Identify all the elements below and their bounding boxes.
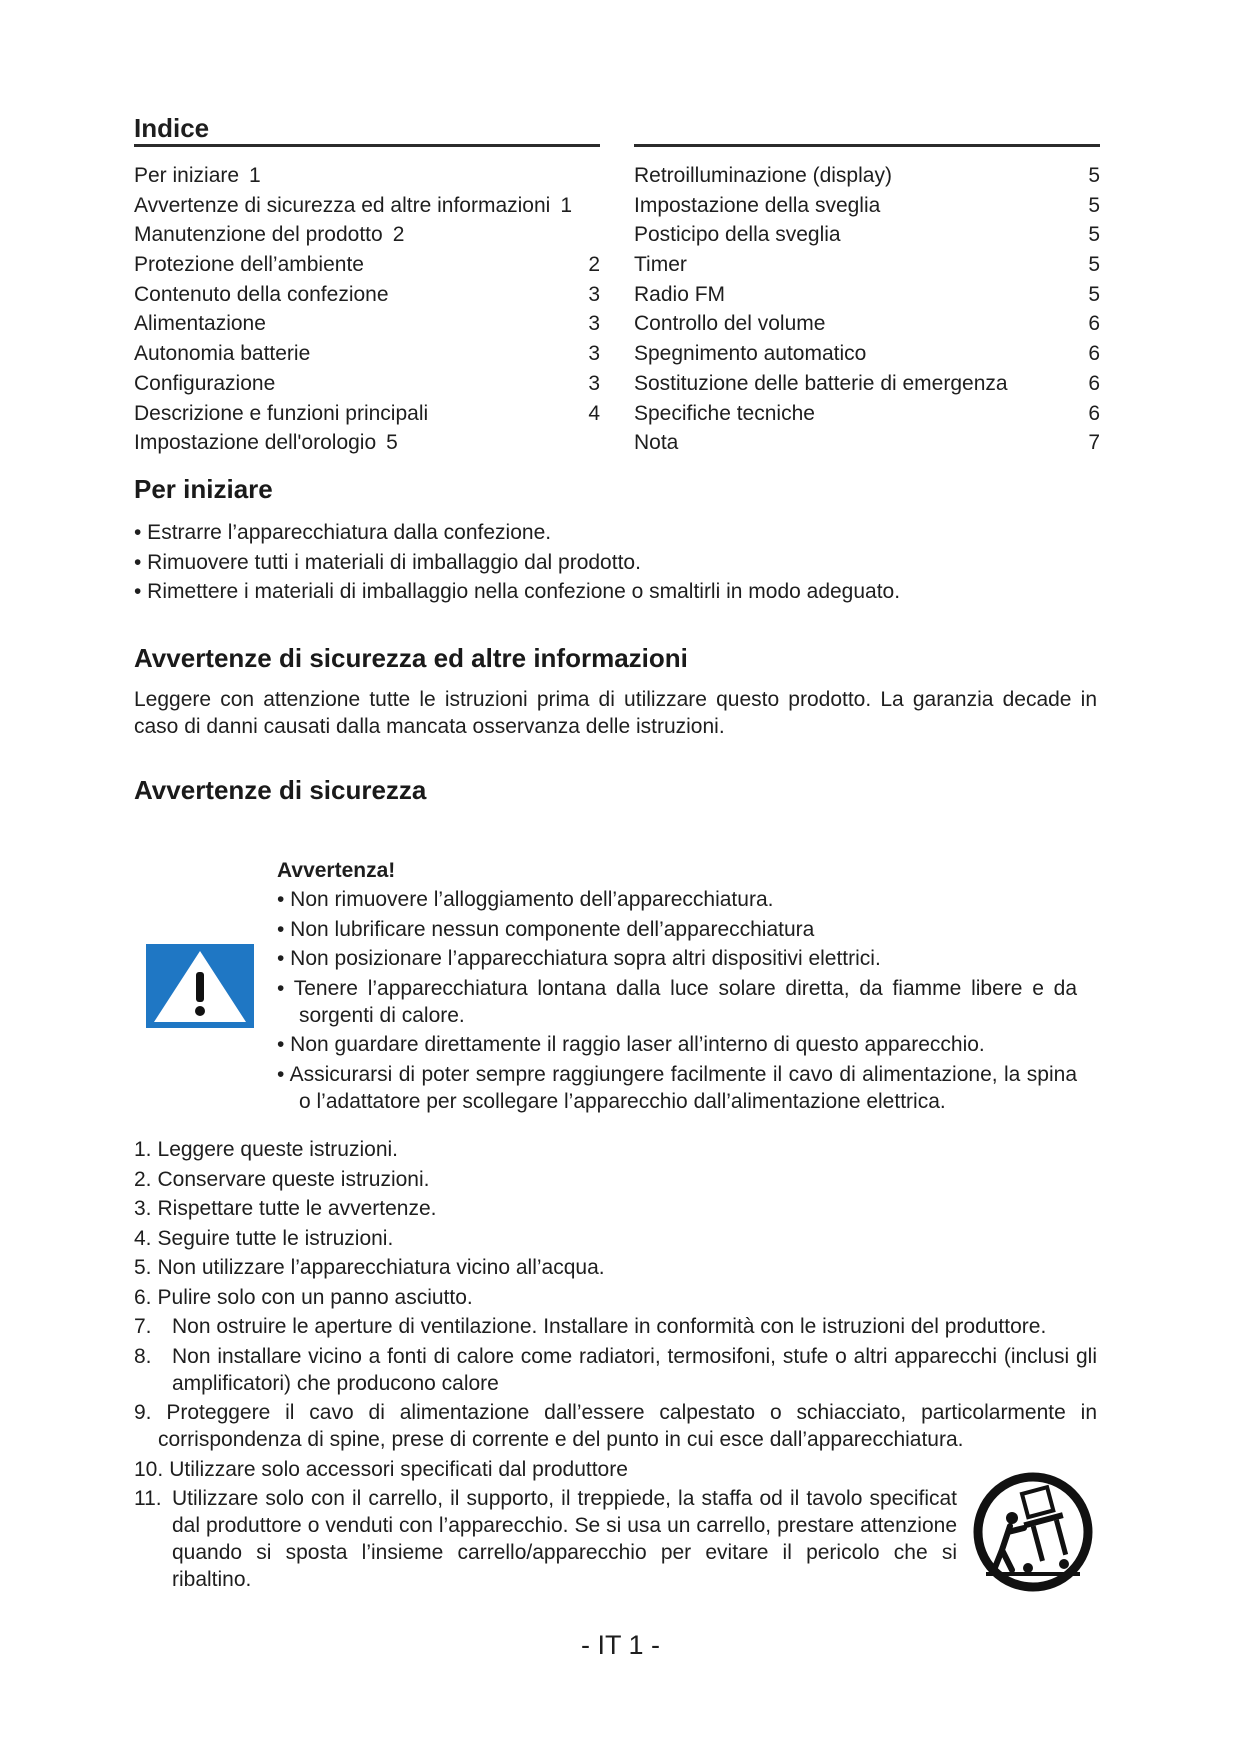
bullet-item: • Estrarre l’apparecchiatura dalla confezione. xyxy=(134,521,552,544)
index-entry-page: 1 xyxy=(560,193,572,217)
step-item xyxy=(134,1343,1097,1397)
index-entry-label: Spegnimento automatico xyxy=(634,342,867,366)
index-entry-page: 3 xyxy=(588,371,600,395)
index-entry-page: 3 xyxy=(588,342,600,366)
avvertenze-info-paragraph: Leggere con attenzione tutte le istruzioni prima di utilizzare questo prodotto. La garanzia decade in caso di danni causati dalla mancata osservanza delle istruzioni. xyxy=(134,688,1097,738)
index-entry-page: 5 xyxy=(1088,164,1100,187)
index-entry-label: Autonomia batterie xyxy=(134,342,311,366)
warning-item: • Assicurarsi di poter sempre raggiungere facilmente il cavo di alimentazione, la spina o l’adattatore per scollegare l’apparecchio dall’alimentazione elettrica. xyxy=(277,1062,1077,1113)
index-entry-label: Controllo del volume xyxy=(634,312,826,336)
warning-item: • Tenere l’apparecchiatura lontana dalla luce solare diretta, da fiamme libere e da sorgenti di calore. xyxy=(277,976,1077,1027)
step-text: Non installare vicino a fonti di calore come radiatori, termosifoni, stufe o altri apparecchi (inclusi gli amplificatori) che producono calore xyxy=(172,1344,1097,1395)
step-item xyxy=(134,1399,1097,1453)
step-number: 6. xyxy=(134,1285,152,1309)
index-entry xyxy=(134,161,600,191)
index-entry-label: Radio FM xyxy=(634,282,726,306)
index-entry xyxy=(134,428,600,458)
index-entry-label: Protezione dell’ambiente xyxy=(134,253,364,277)
step-text: Proteggere il cavo di alimentazione dall’essere calpestato o schiacciato, particolarmente in corrispondenza di spine, prese di corrente e del punto in cui esce dall’apparecchiatura. xyxy=(158,1401,1097,1451)
warning-triangle-icon xyxy=(146,944,254,1028)
index-entry-page: 5 xyxy=(1088,282,1100,306)
section-title-avvertenze-info: Avvertenze di sicurezza ed altre informazioni xyxy=(134,643,688,673)
per-iniziare-bullets xyxy=(134,518,900,607)
index-entry-page: 5 xyxy=(1088,253,1100,277)
bullet-item: • Rimuovere tutti i materiali di imballaggio dal prodotto. xyxy=(134,550,641,574)
index-rule xyxy=(634,114,1100,147)
warning-item: • Non lubrificare nessun componente dell’apparecchiatura xyxy=(277,917,815,941)
step-item xyxy=(134,1195,1097,1222)
index-entry-label: Per iniziare xyxy=(134,164,240,187)
index-entry xyxy=(134,369,600,399)
index-entry-label: Nota xyxy=(634,431,679,455)
index-entry-page: 3 xyxy=(588,312,600,336)
index-entry xyxy=(134,220,600,250)
index-entry-page: 2 xyxy=(588,253,600,277)
index-entry xyxy=(134,399,600,429)
step-item xyxy=(134,1225,1097,1252)
index-entry xyxy=(634,280,1100,310)
warning-item: • Non posizionare l’apparecchiatura sopra altri dispositivi elettrici. xyxy=(277,947,881,970)
index-left-column xyxy=(134,114,600,458)
step-item xyxy=(134,1284,1097,1311)
warning-title: Avvertenza! xyxy=(277,859,396,882)
step-text: Rispettare tutte le avvertenze. xyxy=(157,1197,437,1220)
index-entry-page: 1 xyxy=(249,164,261,187)
step-text: Pulire solo con un panno asciutto. xyxy=(157,1285,473,1309)
index-entry-label: Retroilluminazione (display) xyxy=(634,164,892,187)
step-text: Utilizzare solo con il carrello, il supporto, il treppiede, la staffa od il tavolo specificat dal produttore o venduti con l’apparecchio. Se si usa un carrello, prestare attenzione quando si sposta l’insieme carrello/apparecchio per evitare il pericolo che si ribaltino. xyxy=(172,1487,957,1591)
index-entry-label: Descrizione e funzioni principali xyxy=(134,401,429,425)
section-title-per-iniziare: Per iniziare xyxy=(134,474,273,504)
index-entry xyxy=(134,309,600,339)
bullet-item: • Rimettere i materiali di imballaggio nella confezione o smaltirli in modo adeguato. xyxy=(134,580,901,603)
step-text: Non utilizzare l’apparecchiatura vicino all’acqua. xyxy=(157,1256,605,1279)
index-entry-label: Avvertenze di sicurezza ed altre informazioni xyxy=(134,193,551,217)
step-number: 1. xyxy=(134,1138,152,1161)
index-entry-page: 6 xyxy=(1088,401,1100,425)
step-number: 11. xyxy=(134,1487,162,1510)
step-text: Non ostruire le aperture di ventilazione. Installare in conformità con le istruzioni del produttore. xyxy=(172,1315,1047,1338)
section-title-avvertenze-sicurezza: Avvertenze di sicurezza xyxy=(134,775,427,805)
index-entry-page: 7 xyxy=(1088,431,1100,455)
instruction-steps xyxy=(134,1136,1097,1596)
step-item xyxy=(134,1254,1097,1281)
step-text: Utilizzare solo accessori specificati dal produttore xyxy=(169,1457,628,1481)
step-number: 3. xyxy=(134,1197,152,1220)
step-number: 9. xyxy=(134,1401,152,1424)
step-number: 8. xyxy=(134,1344,152,1368)
index-entry-page: 4 xyxy=(588,401,600,425)
step-item xyxy=(134,1456,1097,1483)
index-entry xyxy=(634,369,1100,399)
step-item xyxy=(134,1166,1097,1193)
step-text: Seguire tutte le istruzioni. xyxy=(157,1226,394,1250)
step-text: Conservare queste istruzioni. xyxy=(157,1167,430,1191)
warning-item: • Non guardare direttamente il raggio laser all’interno di questo apparecchio. xyxy=(277,1033,985,1056)
index-entry-page: 6 xyxy=(1088,371,1100,395)
index-entry-label: Impostazione della sveglia xyxy=(634,193,881,217)
step-number: 4. xyxy=(134,1226,152,1250)
step-number: 7. xyxy=(134,1315,152,1338)
index-entry-label: Impostazione dell'orologio xyxy=(134,431,377,455)
index-entry-page: 3 xyxy=(588,282,600,306)
step-number: 5. xyxy=(134,1256,152,1279)
index-list-right xyxy=(634,161,1100,458)
step-item xyxy=(134,1313,1097,1340)
index-entry-label: Sostituzione delle batterie di emergenza xyxy=(634,371,1008,395)
index-entry xyxy=(634,428,1100,458)
index-title: Indice xyxy=(134,114,600,147)
warning-list xyxy=(277,886,1077,1115)
cart-tip-over-warning-icon xyxy=(972,1470,1094,1594)
page-number: - IT 1 - xyxy=(580,1630,660,1660)
index-entry-page: 5 xyxy=(1088,223,1100,247)
index-entry-label: Specifiche tecniche xyxy=(634,401,815,425)
index-list-left xyxy=(134,161,600,458)
index-entry-label: Timer xyxy=(634,253,687,277)
index-entry xyxy=(634,309,1100,339)
index-entry xyxy=(134,339,600,369)
index-entry xyxy=(634,220,1100,250)
index-entry-label: Posticipo della sveglia xyxy=(634,223,841,247)
index-entry-page: 5 xyxy=(1088,193,1100,217)
index-entry xyxy=(634,339,1100,369)
index-entry-label: Configurazione xyxy=(134,371,276,395)
step-number: 2. xyxy=(134,1167,152,1191)
index-entry xyxy=(634,399,1100,429)
step-item xyxy=(134,1136,1097,1163)
index-entry xyxy=(134,191,600,221)
index-entry xyxy=(634,161,1100,191)
index-entry-label: Contenuto della confezione xyxy=(134,282,389,306)
index-entry-label: Alimentazione xyxy=(134,312,266,336)
step-item xyxy=(134,1485,1097,1593)
step-text: Leggere queste istruzioni. xyxy=(157,1138,399,1161)
index-entry xyxy=(134,280,600,310)
index-entry-label: Manutenzione del prodotto xyxy=(134,223,383,247)
index-entry xyxy=(634,191,1100,221)
index-entry-page: 6 xyxy=(1088,312,1100,336)
warning-item: • Non rimuovere l’alloggiamento dell’apparecchiatura. xyxy=(277,888,774,911)
index-entry-page: 5 xyxy=(386,431,398,455)
index-right-column xyxy=(634,114,1100,458)
index-entry-page: 2 xyxy=(392,223,405,247)
step-number: 10. xyxy=(134,1457,164,1481)
index-entry xyxy=(634,250,1100,280)
index-entry xyxy=(134,250,600,280)
warning-block xyxy=(277,856,1077,1117)
index-entry-page: 6 xyxy=(1088,342,1100,366)
